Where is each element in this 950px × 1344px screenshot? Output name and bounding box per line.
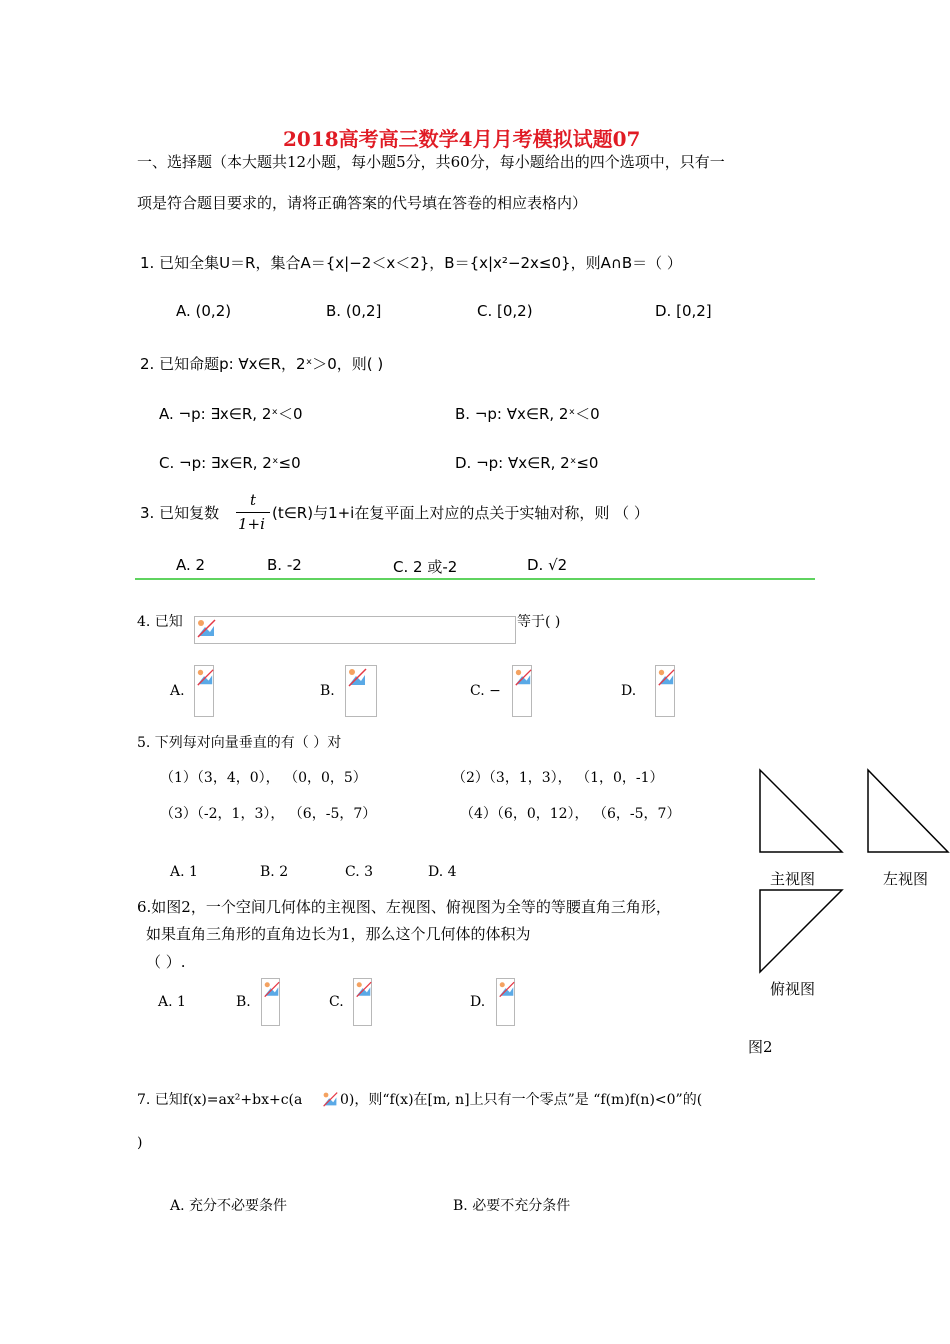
top-view-triangle (760, 890, 842, 972)
question-4-option-a-image (194, 665, 214, 717)
question-1-stem: 1. 已知全集U＝R，集合A＝{x|−2＜x＜2}，B＝{x|x²−2x≤0}，则A∩B＝（ ） (140, 254, 682, 272)
question-6-option-c: C. (329, 994, 344, 1010)
question-6-line1: 6.如图2，一个空间几何体的主视图、左视图、俯视图为全等的等腰直角三角形， (137, 898, 671, 916)
question-7-line2: ) (137, 1135, 143, 1151)
question-6-line2: 如果直角三角形的直角边长为1，那么这个几何体的体积为 (146, 925, 531, 943)
question-3-fraction-numerator: t (250, 491, 257, 509)
question-3-option-d: D. √2 (527, 556, 568, 574)
question-4-option-b: B. (320, 683, 335, 699)
question-3-fraction-denominator: 1+i (238, 515, 265, 533)
broken-image-icon (355, 980, 372, 998)
question-5-option-a: A. 1 (170, 864, 198, 880)
figure-label-top-view: 俯视图 (770, 980, 816, 998)
question-7-option-b: B. 必要不充分条件 (453, 1198, 571, 1214)
question-3-option-a: A. 2 (176, 556, 206, 574)
question-6-option-b-image (261, 978, 280, 1026)
question-3-option-c: C. 2 或-2 (393, 558, 458, 576)
question-7-inline-image (321, 1090, 337, 1106)
question-6-option-b: B. (236, 994, 251, 1010)
broken-image-icon (657, 667, 675, 687)
side-view-triangle (868, 770, 948, 852)
question-5-pair-4: （4）（6，0，12）， （6，-5，7） (460, 806, 681, 822)
figure-caption: 图2 (748, 1038, 773, 1056)
question-4-option-d: D. (621, 683, 637, 699)
question-4-option-a: A. (170, 683, 185, 699)
question-2-option-a: A. ¬p: ∃x∈R, 2ˣ＜0 (159, 405, 303, 423)
front-view-triangle (760, 770, 842, 852)
question-5-stem: 5. 下列每对向量垂直的有（ ）对 (137, 735, 342, 751)
question-4-option-b-image (345, 665, 377, 717)
section-instructions-line1: 一、选择题（本大题共12小题，每小题5分，共60分，每小题给出的四个选项中，只有一 (137, 153, 725, 171)
question-4-suffix: 等于( ) (517, 614, 561, 630)
question-6-option-d: D. (470, 994, 486, 1010)
question-3-fraction-bar (236, 512, 270, 513)
question-3-prefix: 3. 已知复数 (140, 504, 220, 522)
question-1-option-c: C. [0,2) (477, 302, 533, 320)
question-2-stem: 2. 已知命题p: ∀x∈R，2ˣ＞0，则( ) (140, 355, 384, 373)
figure-label-side-view: 左视图 (883, 870, 929, 888)
broken-image-icon (263, 980, 280, 998)
question-4-broken-image (194, 616, 516, 644)
question-2-option-d: D. ¬p: ∀x∈R, 2ˣ≤0 (455, 454, 599, 472)
question-2-option-c: C. ¬p: ∃x∈R, 2ˣ≤0 (159, 454, 301, 472)
question-5-option-d: D. 4 (428, 864, 457, 880)
question-4-option-c-image (512, 665, 532, 717)
section-instructions-line2: 项是符合题目要求的，请将正确答案的代号填在答卷的相应表格内） (137, 194, 588, 212)
question-3-option-b: B. -2 (267, 556, 302, 574)
question-4-option-d-image (655, 665, 675, 717)
broken-image-icon (498, 980, 515, 998)
figure-label-front-view: 主视图 (770, 870, 816, 888)
broken-image-icon (196, 618, 216, 638)
broken-image-icon (322, 1091, 338, 1107)
question-5-pair-1: （1）（3，4，0）， （0，0，5） (160, 770, 367, 786)
question-7-body: 0)，则“f(x)在[m, n]上只有一个零点”是 “f(m)f(n)<0”的( (340, 1092, 703, 1108)
page-title: 2018高考高三数学4月月考模拟试题07 (283, 127, 641, 151)
question-3-suffix: (t∈R)与1+i在复平面上对应的点关于实轴对称，则 （ ） (272, 504, 649, 522)
question-6-option-a: A. 1 (158, 994, 186, 1010)
question-2-option-b: B. ¬p: ∀x∈R, 2ˣ＜0 (455, 405, 600, 423)
question-7-option-a: A. 充分不必要条件 (170, 1198, 288, 1214)
question-6-option-c-image (353, 978, 372, 1026)
question-1-option-d: D. [0,2] (655, 302, 712, 320)
question-7-prefix: 7. 已知f(x)=ax²+bx+c(a (137, 1092, 303, 1108)
broken-image-icon (514, 667, 532, 687)
question-6-line3: （ ）. (146, 953, 186, 971)
question-5-option-b: B. 2 (260, 864, 289, 880)
question-5-pair-3: （3）（-2，1，3）， （6，-5，7） (160, 806, 377, 822)
question-1-option-b: B. (0,2] (326, 302, 382, 320)
question-5-pair-2: （2）（3，1，3）， （1，0，-1） (452, 770, 664, 786)
question-5-option-c: C. 3 (345, 864, 374, 880)
question-4-option-c: C. − (470, 683, 501, 699)
question-4-prefix: 4. 已知 (137, 614, 183, 630)
question-1-option-a: A. (0,2) (176, 302, 232, 320)
question-6-option-d-image (496, 978, 515, 1026)
broken-image-icon (196, 667, 214, 687)
broken-image-icon (347, 667, 367, 687)
section-divider (135, 578, 815, 580)
